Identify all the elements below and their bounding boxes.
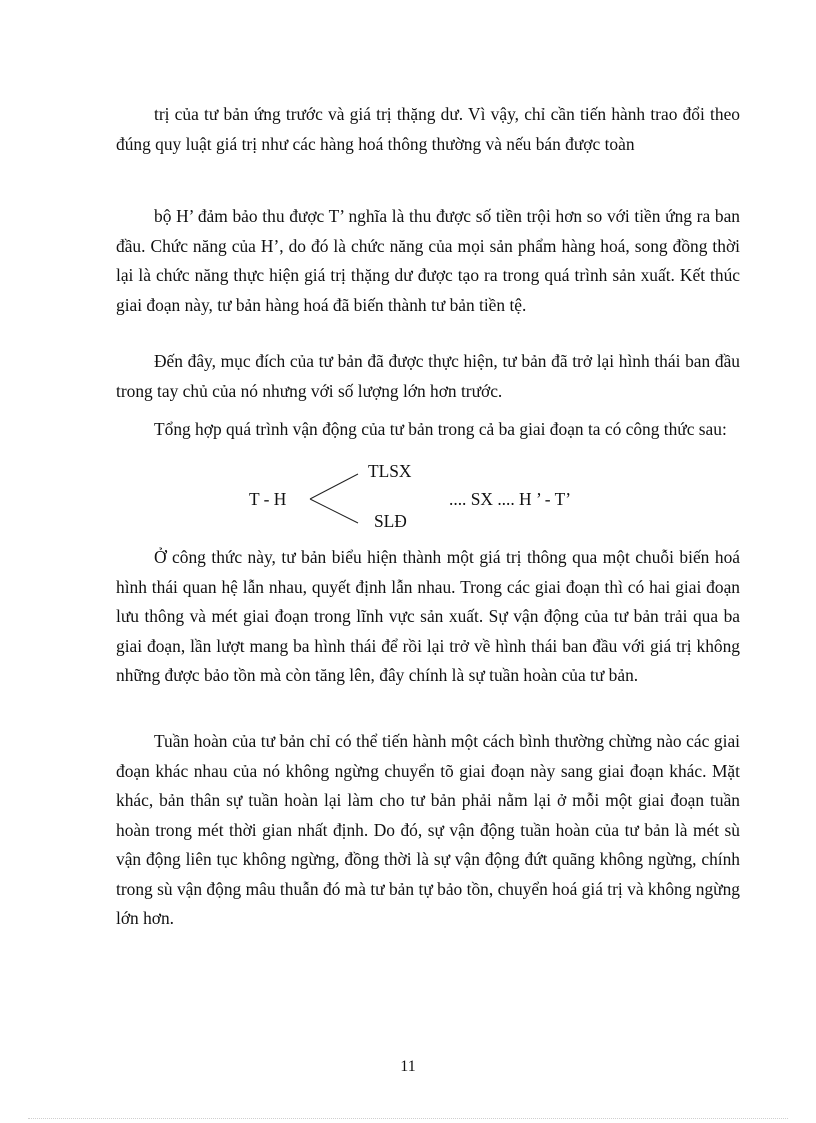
formula-upper-branch: TLSX: [368, 461, 412, 481]
paragraph-4: Tổng hợp quá trình vận động của tư bản trong cả ba giai đoạn ta có công thức sau:: [154, 419, 727, 439]
page-number: 11: [400, 1058, 416, 1075]
paragraph-6: Tuần hoàn của tư bản chỉ có thể tiến hành một cách bình thường chừng nào các giai đoạn khác nhau của nó không ngừng chuyển tõ giai đoạn này sang giai đoạn khác. Mặt khác, bản thân sự tuần hoàn lại làm cho tư bản phải nằm lại ở mỗi một giai đoạn tuần hoàn trong mét thời gian nhất định. Do đó, sự vận động tuần hoàn của tư bản là mét sù vận động liên tục không ngừng, đồng thời là sự vận động đứt quãng không ngừng, chính trong sù vận động mâu thuẫn đó mà tư bản tự bảo tồn, chuyển hoá giá trị và không ngừng lớn hơn.: [116, 731, 740, 928]
formula-right: .... SX .... H ’ - T’: [449, 489, 572, 509]
paragraph-5: Ở công thức này, tư bản biểu hiện thành một giá trị thông qua một chuỗi biến hoá hình thái quan hệ lẫn nhau, quyết định lẫn nhau. Trong các giai đoạn thì có hai giai đoạn lưu thông và mét giai đoạn trong lĩnh vực sản xuất. Sự vận động của tư bản trải qua ba giai đoạn, lần lượt mang ba hình thái để rồi lại trở về hình thái ban đầu với giá trị không những được bảo tồn mà còn tăng lên, đây chính là sự tuần hoàn của tư bản.: [116, 547, 740, 685]
branch-line-upper: [310, 474, 358, 499]
paragraph-2: bộ H’ đảm bảo thu được T’ nghĩa là thu được số tiền trội hơn so với tiền ứng ra ban đầu. Chức năng của H’, do đó là chức năng của mọi sản phẩm hàng hoá, song đồng thời lại là chức năng thực hiện giá trị thặng dư được tạo ra trong quá trình sản xuất. Kết thúc giai đoạn này, tư bản hàng hoá đã biến thành tư bản tiền tệ.: [116, 206, 740, 315]
formula-branch-lines: [306, 470, 362, 526]
branch-line-lower: [310, 499, 358, 523]
paragraph-1: trị của tư bản ứng trước và giá trị thặng dư. Vì vậy, chỉ cần tiến hành trao đổi theo đúng quy luật giá trị như các hàng hoá thông thường và nếu bán được toàn: [116, 104, 740, 154]
formula-lower-branch: SLĐ: [374, 511, 407, 531]
paragraph-3: Đến đây, mục đích của tư bản đã được thực hiện, tư bản đã trở lại hình thái ban đầu trong tay chủ của nó nhưng với số lượng lớn hơn trước.: [116, 351, 740, 401]
formula-left: T - H: [249, 489, 287, 509]
bottom-border: [28, 1118, 788, 1119]
